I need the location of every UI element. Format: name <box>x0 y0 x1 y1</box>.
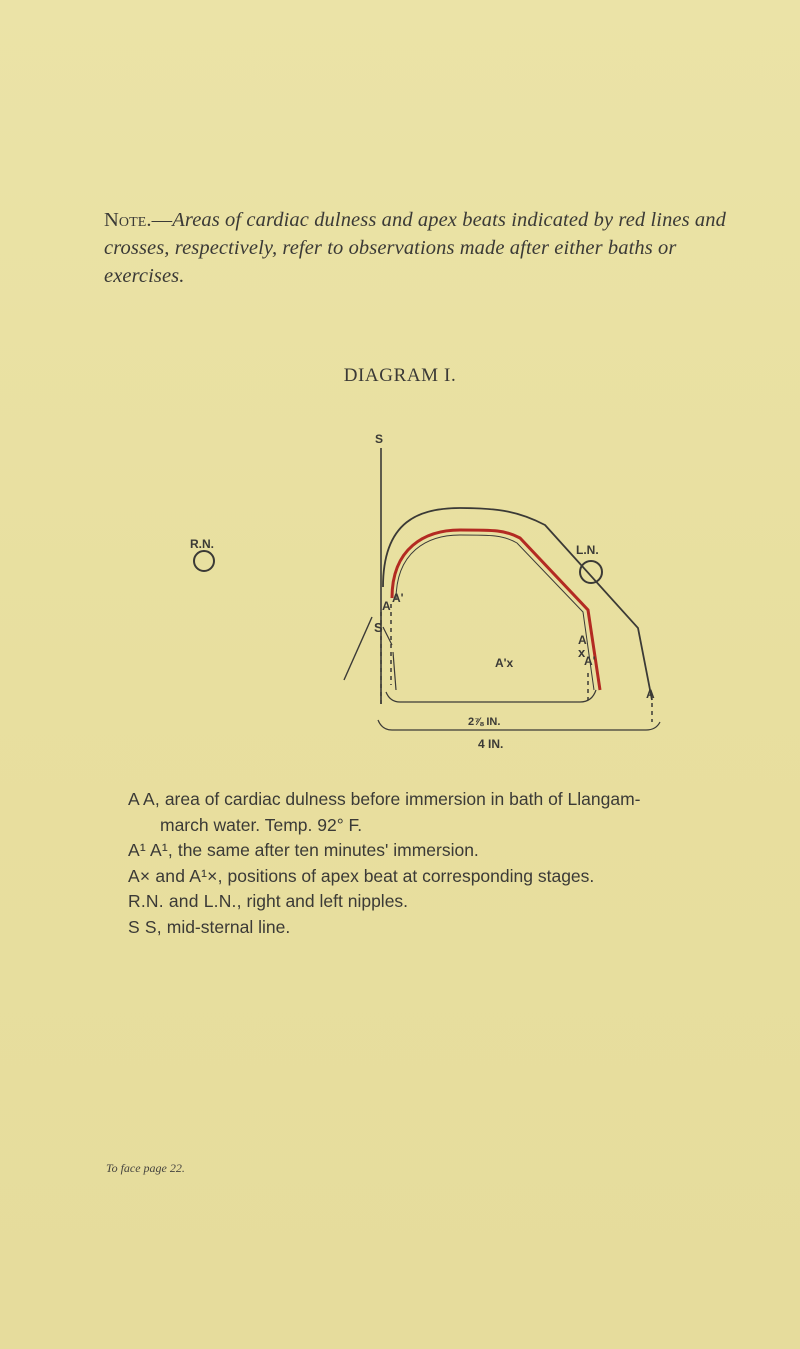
legend <box>128 787 748 940</box>
left-diagonal-inner <box>393 652 396 690</box>
legend-text: positions of apex beat at corresponding stages. <box>222 865 595 886</box>
note-lead: Note.— <box>104 209 173 231</box>
legend-key: S S, <box>128 916 162 937</box>
legend-row <box>128 915 748 941</box>
legend-row <box>128 787 748 813</box>
label-a-right: A <box>646 687 655 701</box>
label-a1-left: A' <box>392 591 404 605</box>
legend-row <box>128 864 748 890</box>
label-s-bottom: S <box>374 620 383 635</box>
legend-key: A¹ A¹, <box>128 840 173 860</box>
label-apex-right-x: x <box>578 645 586 660</box>
label-a1-right: A' <box>584 654 596 668</box>
diagram-title: DIAGRAM I. <box>343 365 457 386</box>
legend-text: right and left nipples. <box>241 891 409 911</box>
label-ln: L.N. <box>576 543 599 557</box>
left-diagonal-outer <box>344 617 372 680</box>
label-rn: R.N. <box>190 537 214 551</box>
label-apex-left: A'x <box>495 656 514 670</box>
legend-text: area of cardiac dulness before immersion in bath of Llangam- <box>159 789 641 809</box>
right-nipple-circle <box>194 551 214 571</box>
left-nipple-circle <box>580 561 602 583</box>
label-a-left: A <box>382 599 391 613</box>
note-body: Areas of cardiac dulness and apex beats indicated by red lines and crosses, respectively, refer to observations made after either baths or exercises. <box>104 209 726 287</box>
legend-text: mid-sternal line. <box>161 916 291 937</box>
legend-key: A× and A¹×, <box>128 865 223 886</box>
bracket-inner <box>386 690 596 702</box>
legend-row <box>128 889 748 915</box>
bracket-outer <box>378 720 660 730</box>
legend-key: R.N. and L.N., <box>128 891 242 911</box>
label-width-outer: 4 IN. <box>478 737 504 751</box>
legend-row-continued: march water. Temp. 92° F. <box>160 814 363 835</box>
legend-row <box>128 838 748 864</box>
label-width-inner: 2⅞ IN. <box>468 716 501 728</box>
legend-key: A A, <box>128 789 160 809</box>
label-a-inner: A <box>578 633 587 647</box>
footer-note: To face page 22. <box>106 1161 185 1175</box>
legend-text: the same after ten minutes' immersion. <box>172 840 479 860</box>
label-s-top: S <box>375 432 384 446</box>
